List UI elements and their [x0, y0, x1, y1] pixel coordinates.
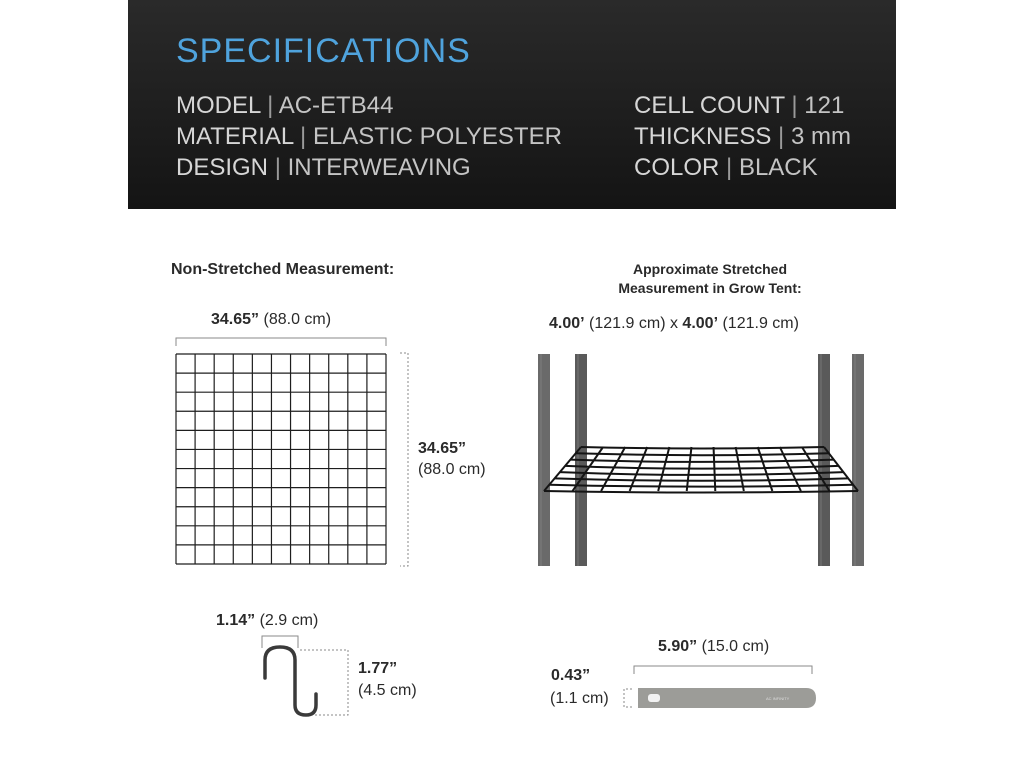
s-hook-icon: [265, 647, 316, 715]
net-height-cm: (88.0 cm): [418, 461, 486, 478]
spec-key: MODEL: [176, 92, 261, 119]
hook-height-cm: (4.5 cm): [358, 682, 417, 699]
net-width-inches: 34.65”: [211, 311, 260, 328]
spec-key: DESIGN: [176, 154, 269, 181]
spec-value: INTERWEAVING: [287, 154, 471, 181]
stretched-net-line: [560, 472, 844, 475]
stretched-net: [544, 447, 858, 493]
hook-diagram: [262, 636, 348, 715]
stretched-net-line: [549, 485, 853, 487]
strap-height-cm: (1.1 cm): [550, 690, 609, 707]
stretched-net-line: [570, 460, 833, 462]
stretched-width-feet: 4.00’: [549, 315, 585, 332]
stretched-net-line: [555, 478, 849, 480]
net-height-inches: 34.65”: [418, 440, 467, 457]
spec-key: THICKNESS: [634, 123, 772, 150]
spec-key: MATERIAL: [176, 123, 294, 150]
spec-separator: |: [267, 92, 274, 119]
strap-length-cm: (15.0 cm): [701, 638, 770, 655]
width-dimension-line: [176, 338, 386, 346]
stretched-net-line: [544, 491, 858, 493]
stretched-net-line: [576, 453, 829, 455]
grow-tent-diagram: [538, 354, 864, 566]
non-stretched-heading: Non-Stretched Measurement:: [171, 261, 395, 278]
strap-length-dimension: [634, 666, 812, 674]
strap-diagram: [624, 666, 816, 708]
spec-value: ELASTIC POLYESTER: [312, 123, 562, 150]
strap-height-inches: 0.43”: [551, 667, 591, 684]
stretched-height-cm: (121.9 cm): [722, 315, 799, 332]
spec-separator: |: [274, 154, 281, 181]
spec-value: AC-ETB44: [278, 92, 394, 119]
tent-pole: [538, 354, 550, 566]
strap-length-label: [658, 638, 769, 656]
strap-slot: [648, 694, 660, 702]
spec-separator: |: [300, 123, 307, 150]
tent-pole: [852, 354, 864, 566]
stretched-height-feet: 4.00’: [682, 315, 719, 332]
stretched-net-line: [581, 447, 824, 449]
spec-key: COLOR: [634, 154, 720, 181]
height-dimension-line: [400, 353, 408, 566]
spec-value: BLACK: [738, 154, 818, 181]
stretched-size-label: [549, 315, 799, 333]
stretched-width-cm: (121.9 cm): [589, 315, 666, 332]
hook-width-inches: 1.14”: [216, 612, 256, 629]
specifications-title: SPECIFICATIONS: [176, 32, 471, 70]
spec-separator: |: [778, 123, 785, 150]
stretched-heading-line2: Measurement in Grow Tent:: [618, 280, 802, 296]
strap-length-inches: 5.90”: [658, 638, 698, 655]
strap-brand-text: AC INFINITY: [766, 696, 790, 701]
hook-width-cm: (2.9 cm): [259, 612, 319, 629]
spec-value: 3 mm: [790, 123, 851, 150]
hook-height-inches: 1.77”: [358, 660, 398, 677]
net-width-cm: (88.0 cm): [263, 311, 332, 328]
hook-height-dimension: [300, 650, 348, 715]
stretched-net-line: [565, 466, 838, 469]
strap-height-dimension: [624, 689, 632, 707]
stretched-heading: [560, 260, 860, 298]
spec-value: 121: [804, 92, 845, 119]
spec-separator: |: [726, 154, 733, 181]
dimension-separator: x: [669, 315, 678, 332]
hook-width-label: [216, 612, 318, 630]
stretched-heading-line1: Approximate Stretched: [632, 261, 788, 277]
stretched-net-line: [714, 447, 716, 491]
net-width-label: [211, 311, 331, 329]
spec-key: CELL COUNT: [634, 92, 785, 119]
net-grid-diagram: [176, 354, 386, 564]
spec-separator: |: [791, 92, 798, 119]
